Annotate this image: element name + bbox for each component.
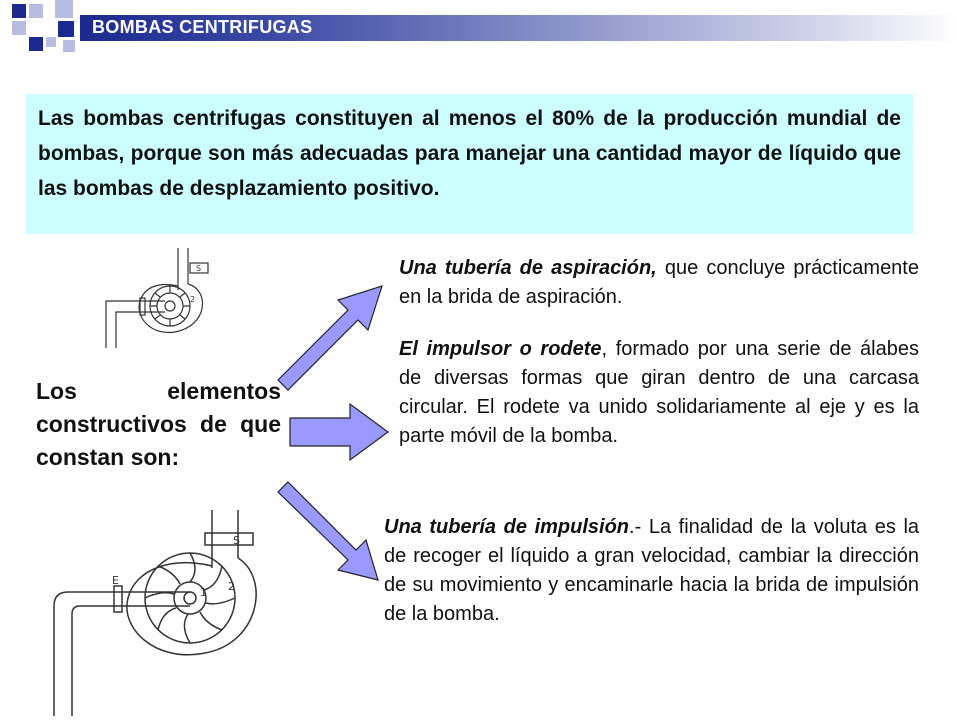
item-discharge-pipe (384, 513, 919, 629)
item-impeller-title: El impulsor o rodete (399, 338, 602, 360)
decor-square-1 (12, 4, 26, 18)
decor-square-3 (55, 0, 73, 18)
label-s-small: S (196, 264, 202, 273)
arrow-right (288, 398, 398, 468)
page-title: BOMBAS CENTRIFUGAS (92, 17, 313, 37)
pump-diagram-large (40, 508, 265, 718)
item-discharge-pipe-body: .- La finalidad de la voluta es la de recoger el líquido a gran velocidad, cambiar la dirección de su movimiento y encaminarle hacia la brida de impulsión de la bomba. (384, 516, 920, 625)
decor-square-2 (29, 4, 43, 18)
item-discharge-pipe-title: Una tubería de impulsión (384, 516, 630, 538)
intro-box (26, 94, 913, 234)
item-suction-pipe-title: Una tubería de aspiración, (399, 257, 657, 279)
label-1-large: 1 (200, 586, 207, 599)
item-impeller-body: , formado por una serie de álabes de diversas formas que giran dentro de una carcasa circular. El rodete va unido solidariamente al eje y es la parte móvil de la bomba. (399, 338, 919, 447)
item-suction-pipe (399, 254, 919, 312)
elements-label: Los elementos constructivos de que constan son: (36, 378, 281, 470)
pump-diagram-small (90, 246, 230, 356)
label-s-large: S (233, 534, 240, 547)
label-2-small: 2 (190, 295, 196, 304)
decor-square-7 (46, 37, 56, 47)
intro-text: Las bombas centrifugas constituyen al menos el 80% de la producción mundial de bombas, porque son más adecuadas para manejar una cantidad mayor de líquido que las bombas de desplazamiento positivo. (38, 107, 901, 200)
item-suction-pipe-body: que concluye prácticamente en la brida de aspiración. (399, 257, 919, 308)
decor-square-8 (63, 40, 75, 52)
decor-square-4 (12, 21, 26, 35)
decor-square-6 (29, 37, 43, 51)
decor-square-5 (58, 21, 74, 37)
arrow-down-right (270, 480, 400, 590)
item-impeller (399, 335, 919, 451)
arrow-up-right (270, 280, 400, 400)
label-e-large: E (112, 574, 119, 587)
label-2-large: 2 (228, 580, 235, 593)
